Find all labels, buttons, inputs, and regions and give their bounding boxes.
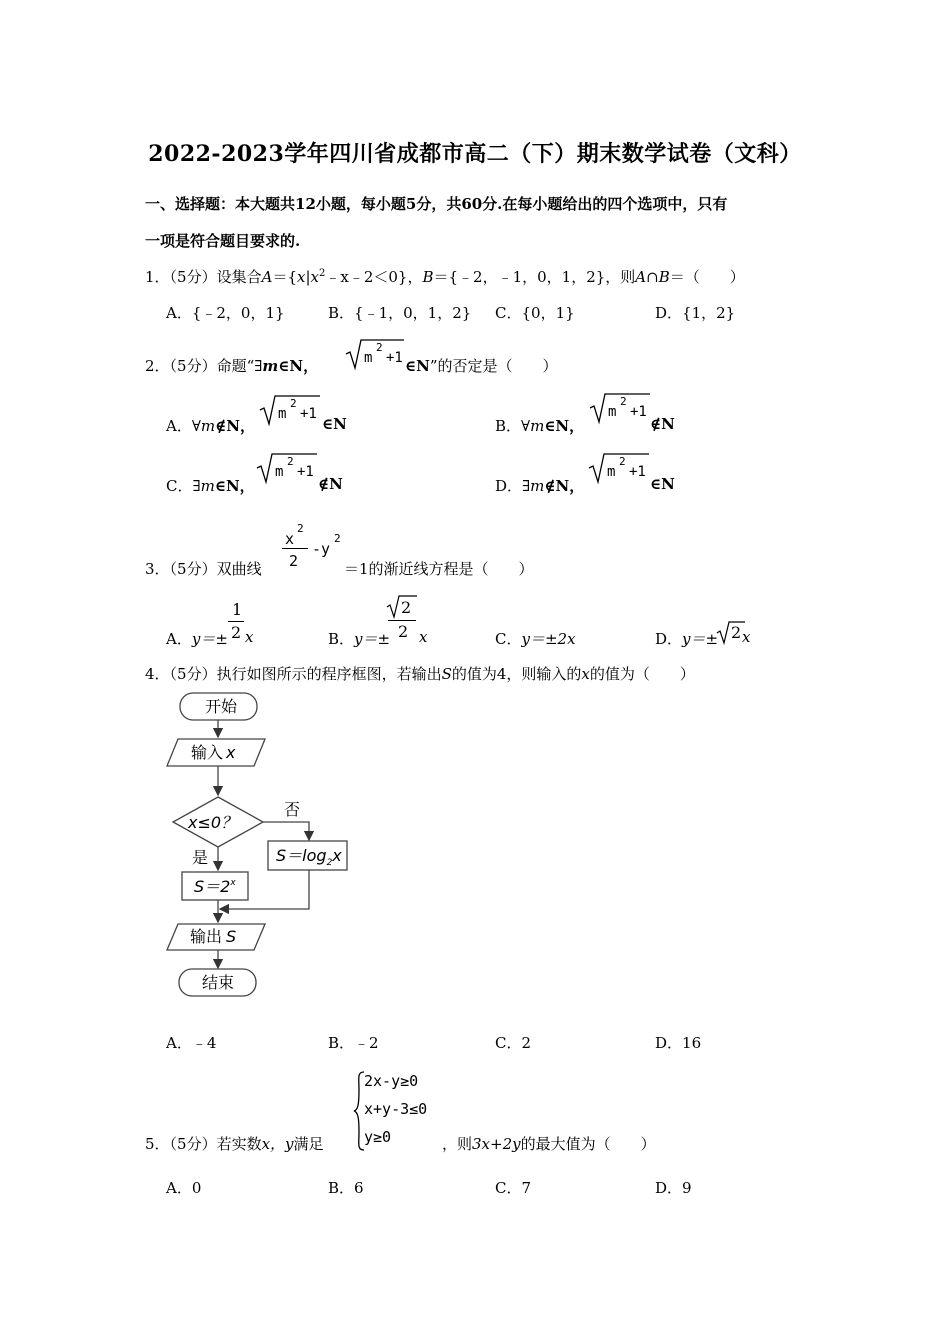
q5-option-d[interactable]: D．9 — [655, 1179, 692, 1197]
q2-a-root-exp: 2 — [290, 397, 297, 410]
q5-option-a[interactable]: A．0 — [166, 1179, 202, 1197]
question-4-stem — [145, 663, 695, 684]
flow-input-var: x — [226, 743, 236, 762]
q1-intersection: A∩B — [635, 268, 670, 286]
q3-stem-tail: ＝1的渐近线方程是（ ） — [344, 560, 534, 578]
q2-c-root-exp: 2 — [287, 455, 294, 468]
q3-a-label: A． — [166, 630, 192, 648]
q2-b-rel: ∈N， — [544, 417, 585, 435]
q2-a-root-tail: +1 — [300, 406, 317, 422]
flow-exp-text: S＝2 — [194, 877, 231, 896]
q3-a-x: x — [245, 628, 254, 646]
q3-b-num: 2 — [401, 598, 412, 617]
q4-flowchart — [160, 690, 360, 1000]
q3-fraction-bar — [282, 548, 308, 549]
q2-d-rel: ∉N， — [544, 477, 585, 495]
q3-a-bar — [228, 621, 244, 622]
q2-b-suffix: ∉N — [650, 415, 675, 433]
q2-a-m: m — [200, 417, 216, 435]
q5-expr: 3x+2y — [472, 1135, 521, 1153]
q1-x1: x — [296, 268, 306, 286]
flow-log-var: x — [332, 846, 342, 865]
q5-constraint-1: 2x-y≥0 — [364, 1072, 419, 1090]
q3-c-label: C． — [495, 630, 522, 648]
q2-root-tail: +1 — [386, 350, 403, 366]
flow-output-label — [190, 927, 236, 946]
q3-b-bar — [388, 620, 416, 621]
q4-stem-b: 的值为4，则输入的 — [451, 665, 582, 683]
q2-d-root-body: m — [607, 464, 616, 480]
q3-option-c[interactable] — [495, 628, 576, 649]
flow-start-label: 开始 — [205, 697, 238, 716]
q3-b-lhs: y＝± — [354, 630, 391, 648]
q1-set-b-values: ＝{﹣2，﹣1，0，1，2}，则 — [433, 268, 636, 286]
q3-a-num: 1 — [232, 600, 243, 619]
flow-log-sub: 2 — [326, 858, 333, 868]
q2-c-suffix: ∉N — [318, 475, 343, 493]
q3-option-d[interactable] — [655, 628, 718, 649]
q5-option-c[interactable]: C．7 — [495, 1179, 532, 1197]
q2-root-body: m — [364, 350, 373, 366]
q2-root-exp: 2 — [376, 341, 383, 354]
q1-option-c[interactable]: C．{0，1} — [495, 304, 575, 322]
q3-frac-num: x — [285, 530, 295, 548]
q4-option-c[interactable]: C．2 — [495, 1034, 532, 1052]
q1-option-b[interactable]: B．{﹣1，0，1，2} — [328, 304, 472, 322]
q1-set-b: B — [422, 268, 434, 286]
q2-b-root-exp: 2 — [620, 395, 627, 408]
q3-a-lhs: y＝± — [191, 630, 228, 648]
flow-input-label — [191, 743, 236, 762]
q2-b-root-tail: +1 — [630, 404, 647, 420]
q5-prefix: 5．（5分）若实数 — [145, 1135, 262, 1153]
question-5-stem — [145, 1133, 324, 1154]
q1-option-a[interactable]: A．{﹣2，0，1} — [166, 304, 285, 322]
q3-b-label: B． — [328, 630, 355, 648]
q3-a-den: 2 — [231, 623, 242, 642]
q2-b-prefix: B．∀ — [495, 417, 531, 435]
q3-frac-exp: 2 — [297, 522, 304, 535]
q5-stem-tail — [442, 1133, 656, 1154]
q5-vars: x，y — [261, 1135, 294, 1153]
q4-x: x — [581, 665, 590, 683]
flow-no-label: 否 — [284, 800, 301, 819]
q2-a-suffix: ∈N — [322, 415, 347, 433]
q4-option-a[interactable]: A．﹣4 — [166, 1034, 217, 1052]
q1-option-d[interactable]: D．{1，2} — [655, 304, 736, 322]
flow-exp-sup: x — [230, 878, 236, 888]
q2-d-prefix: D．∃ — [495, 477, 531, 495]
q2-d-suffix: ∈N — [650, 475, 675, 493]
section-heading-line2: 一项是符合题目要求的. — [145, 232, 301, 250]
flow-decision-label: x≤0？ — [188, 813, 238, 832]
flow-log-label — [276, 846, 342, 868]
q3-d-x: x — [742, 628, 751, 646]
q3-d-label: D． — [655, 630, 683, 648]
flow-end-label: 结束 — [202, 973, 235, 992]
q2-stem-tail — [405, 355, 558, 376]
q1-set-a: A — [261, 268, 273, 286]
q2-m: m — [262, 357, 279, 375]
q2-b-m: m — [530, 417, 545, 435]
q2-option-d[interactable] — [495, 475, 584, 496]
q3-b-fraction — [386, 594, 418, 644]
q1-bar: | — [305, 268, 311, 286]
section-heading-line1: 一、选择题：本大题共12小题，每小题5分，共60分.在每小题给出的四个选项中，只有 — [145, 195, 728, 213]
q2-in-n: ∈N， — [278, 357, 319, 375]
q3-d-root: 2 — [731, 623, 742, 642]
flow-output-var: S — [226, 927, 237, 946]
question-3-stem: 3．（5分）双曲线 — [145, 560, 262, 578]
q2-b-root-body: m — [608, 404, 617, 420]
flow-exp-label — [194, 877, 236, 896]
page-title: 2022-2023学年四川省成都市高二（下）期末数学试卷（文科） — [148, 141, 802, 167]
q4-option-d[interactable]: D．16 — [655, 1034, 702, 1052]
q4-s: S — [441, 665, 452, 683]
q2-suffix: ∈N — [405, 357, 430, 375]
q2-d-root-exp: 2 — [619, 455, 626, 468]
flow-output-text: 输出 — [190, 927, 223, 946]
q4-stem: 4．（5分）执行如图所示的程序框图，若输出 — [145, 665, 442, 683]
q2-d-root-tail: +1 — [629, 464, 646, 480]
q1-pow: 2 — [318, 268, 326, 279]
q3-y-exp: 2 — [334, 532, 341, 545]
q3-frac-den: 2 — [289, 552, 299, 570]
q2-option-b[interactable] — [495, 415, 584, 436]
q5-constraint-system — [352, 1070, 448, 1152]
q3-b-x: x — [419, 628, 428, 646]
flow-yes-label: 是 — [192, 848, 209, 867]
q5-constraint-3: y≥0 — [364, 1128, 392, 1146]
q3-d-lhs: y＝± — [682, 630, 719, 648]
q3-b-den: 2 — [398, 622, 409, 641]
q2-c-root-tail: +1 — [297, 464, 314, 480]
q2-option-c[interactable] — [166, 475, 255, 496]
q3-minus-y: -y — [312, 540, 331, 558]
q5-stem-c: ，则 — [442, 1135, 473, 1153]
question-1-stem — [145, 266, 745, 287]
q2-prefix: 2．（5分）命题“∃ — [145, 357, 263, 375]
q4-option-b[interactable]: B．﹣2 — [328, 1034, 379, 1052]
q5-stem-b: 满足 — [293, 1135, 324, 1153]
flow-input-text: 输入 — [191, 743, 224, 762]
q3-option-a[interactable] — [166, 628, 228, 649]
q1-rest: ﹣x﹣2＜0}， — [325, 268, 423, 286]
q3-hyperbola-formula — [282, 522, 344, 572]
q2-a-prefix: A．∀ — [166, 417, 201, 435]
q3-c-text: y＝±2x — [521, 630, 576, 648]
q5-option-b[interactable]: B．6 — [328, 1179, 364, 1197]
q2-c-prefix: C．∃ — [166, 477, 201, 495]
q2-c-m: m — [200, 477, 215, 495]
question-2-stem — [145, 355, 318, 376]
q2-a-root-body: m — [278, 406, 287, 422]
q3-a-fraction — [228, 600, 246, 644]
q2-d-m: m — [530, 477, 545, 495]
q1-tail: ＝（ ） — [669, 268, 745, 286]
q1-prefix: 1．（5分）设集合 — [145, 268, 262, 286]
q2-a-rel: ∉N， — [215, 417, 255, 435]
flow-log-text: S＝log — [276, 846, 327, 865]
q2-c-rel: ∈N， — [214, 477, 255, 495]
q3-option-b[interactable] — [328, 628, 390, 649]
flow-arrow-no — [263, 822, 309, 840]
q4-stem-c: 的值为（ ） — [589, 665, 695, 683]
q5-stem-d: 的最大值为（ ） — [520, 1135, 656, 1153]
q2-option-a[interactable] — [166, 415, 255, 436]
q2-c-root-body: m — [275, 464, 284, 480]
q1-x2: x — [310, 268, 319, 286]
q1-eq: ＝{ — [272, 268, 297, 286]
q5-constraint-2: x+y-3≤0 — [364, 1100, 428, 1118]
q2-stem-b: ”的否定是（ ） — [429, 357, 558, 375]
